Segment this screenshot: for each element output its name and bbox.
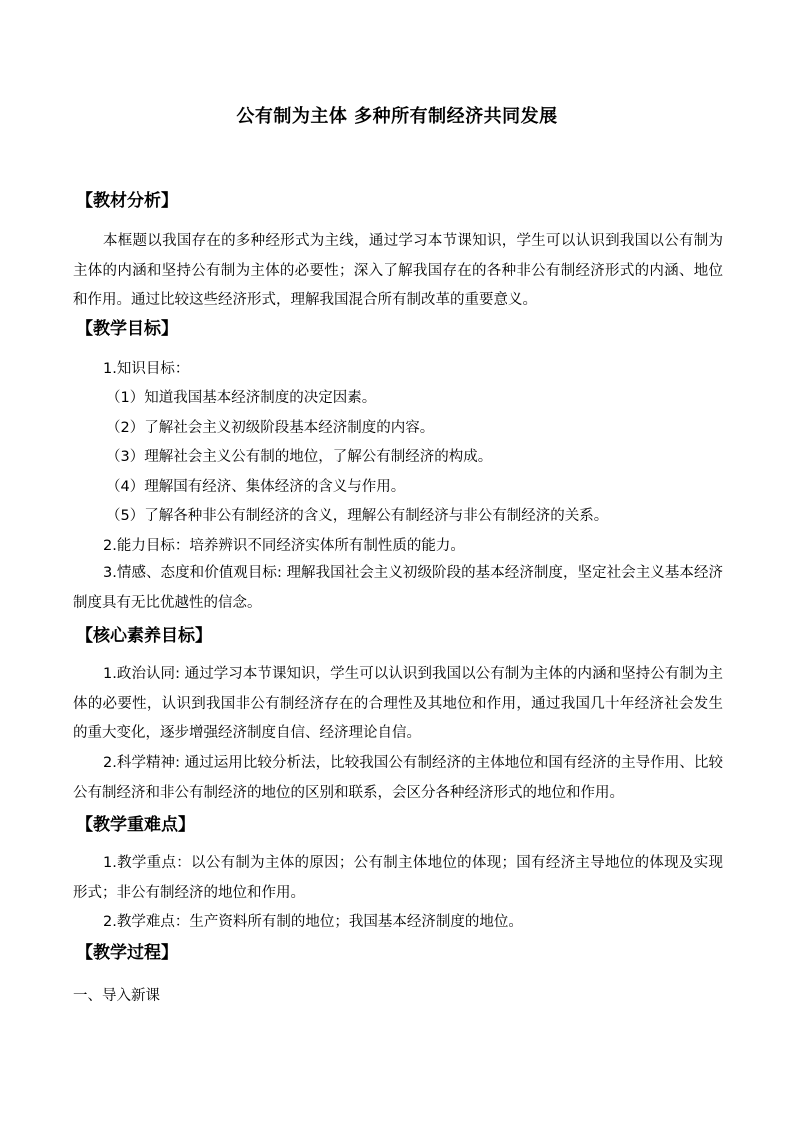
core-goal-item: 1.政治认同: 通过学习本节课知识，学生可以认识到我国以公有制为主体的内涵和坚持公有制为主体的必要性，认识到我国非公有制经济存在的合理性及其地位和作用，通过我国几十年经济社会发生的重大变化，逐步增强经济制度自信、经济理论自信。 [73,666,723,741]
knowledge-goal-label: 1.知识目标： [103,361,190,377]
emotion-goal: 3.情感、态度和价值观目标: 理解我国社会主义初级阶段的基本经济制度，坚定社会主义基本经济制度具有无比优越性的信念。 [73,565,723,611]
knowledge-goal-item: （3）理解社会主义公有制的地位，了解公有制经济的构成。 [106,449,493,465]
process-step: 一、导入新课 [73,988,160,1004]
keypoint-item: 1.教学重点：以公有制为主体的原因；公有制主体地位的体现；国有经济主导地位的体现及实现形式；非公有制经济的地位和作用。 [73,855,723,901]
knowledge-goal-item: （5）了解各种非公有制经济的含义，理解公有制经济与非公有制经济的关系。 [106,508,609,524]
ability-goal: 2.能力目标：培养辨识不同经济实体所有制性质的能力。 [103,538,465,554]
knowledge-goal-item: （1）知道我国基本经济制度的决定因素。 [106,390,377,406]
section-heading-core: 【核心素养目标】 [76,626,212,646]
core-goal-item: 2.科学精神: 通过运用比较分析法，比较我国公有制经济的主体地位和国有经济的主导作用、比较公有制经济和非公有制经济的地位的区别和联系，会区分各种经济形式的地位和作用。 [73,755,723,801]
section-heading-analysis: 【教材分析】 [76,191,178,211]
document-title: 公有制为主体 多种所有制经济共同发展 [236,106,558,127]
section-heading-goals: 【教学目标】 [76,319,178,339]
section-heading-process: 【教学过程】 [76,943,178,963]
knowledge-goal-item: （4）理解国有经济、集体经济的含义与作用。 [106,479,406,495]
knowledge-goal-item: （2）了解社会主义初级阶段基本经济制度的内容。 [106,420,435,436]
analysis-paragraph: 本框题以我国存在的多种经形式为主线，通过学习本节课知识，学生可以认识到我国以公有制为主体的内涵和坚持公有制为主体的必要性；深入了解我国存在的各种非公有制经济形式的内涵、地位和作用。通过比较这些经济形式，理解我国混合所有制改革的重要意义。 [73,233,723,308]
section-heading-keypoints: 【教学重难点】 [76,815,195,835]
keypoint-item: 2.教学难点：生产资料所有制的地位；我国基本经济制度的地位。 [103,914,523,930]
